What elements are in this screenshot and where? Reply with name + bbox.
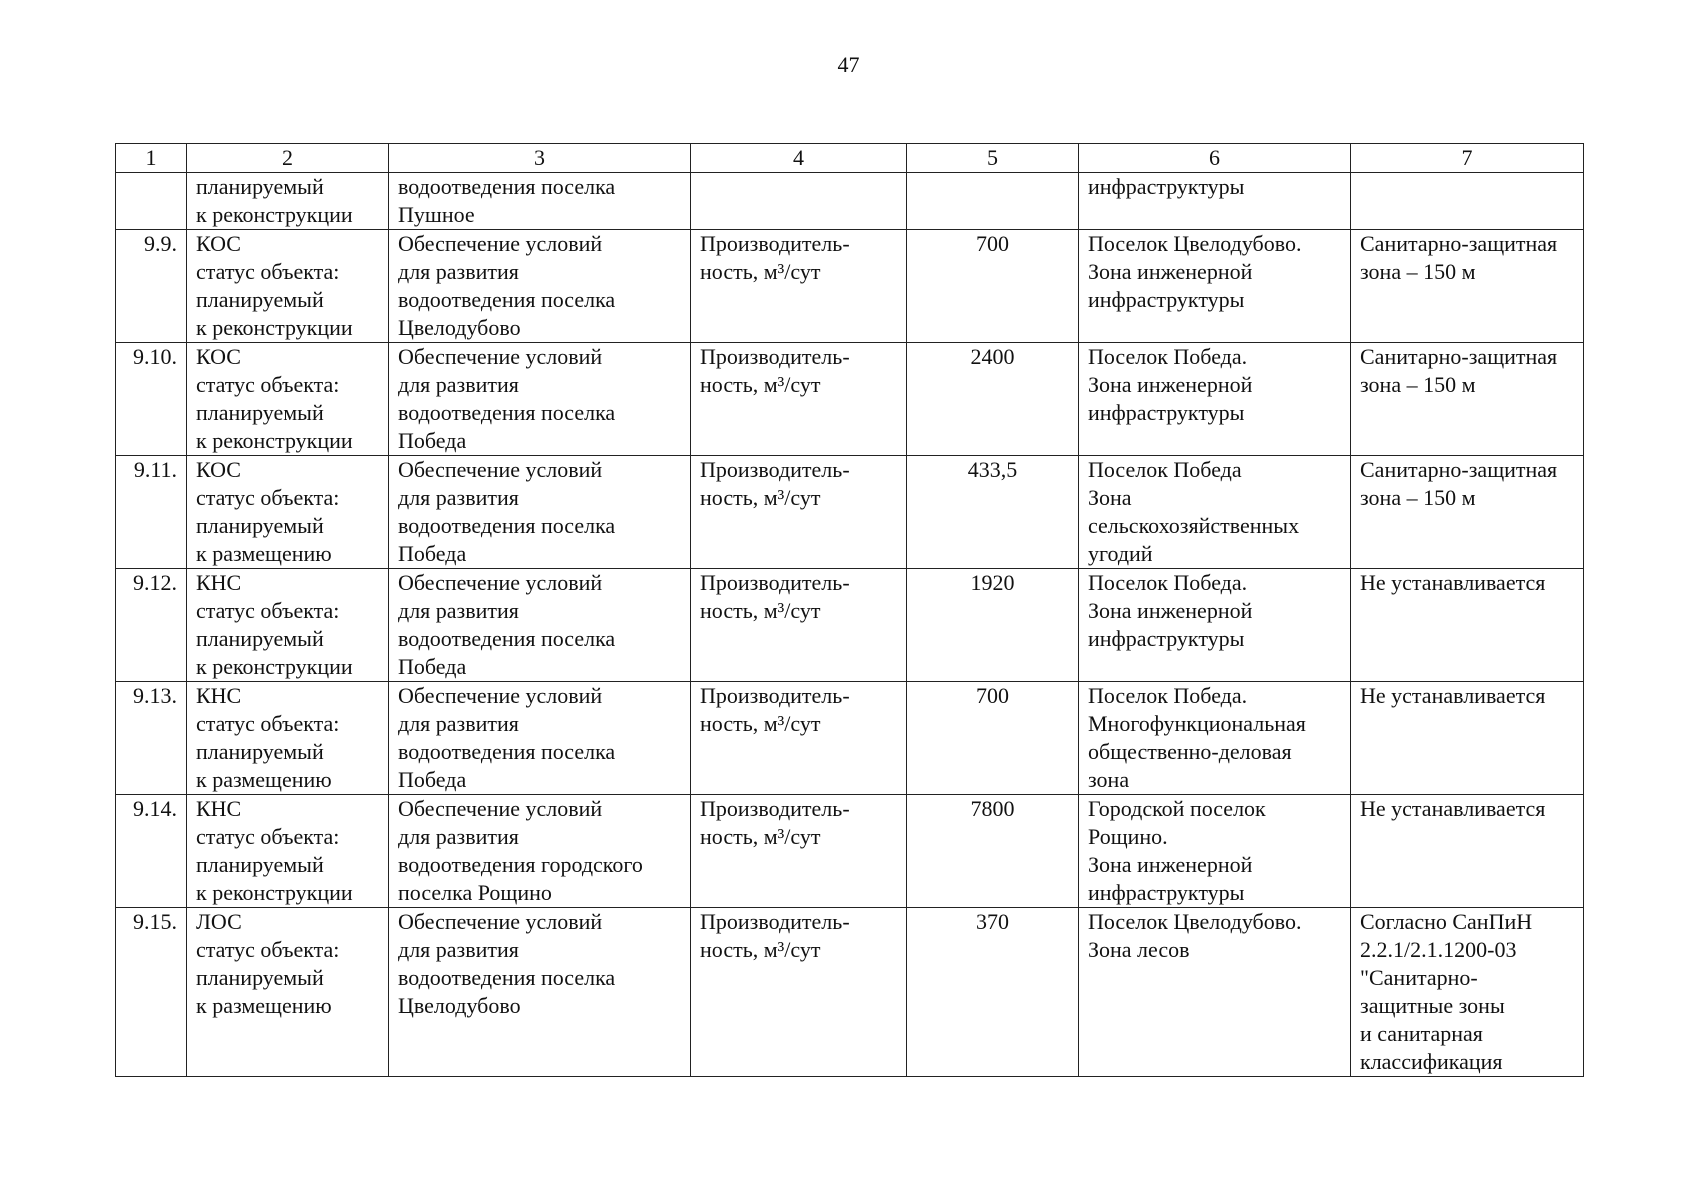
zone-cell: Согласно СанПиН 2.2.1/2.1.1200-03 "Санитарно- защитные зоны и санитарная классификация — [1351, 908, 1584, 1077]
table-row — [116, 908, 1584, 1077]
table-row — [116, 795, 1584, 908]
purpose-cell: водоотведения поселка Пушное — [389, 173, 691, 230]
location-cell: Поселок Цвелодубово. Зона инженерной инфраструктуры — [1079, 230, 1351, 343]
purpose-cell: Обеспечение условий для развития водоотведения поселка Цвелодубово — [389, 908, 691, 1077]
location-cell: Поселок Победа. Зона инженерной инфраструктуры — [1079, 343, 1351, 456]
document-table — [115, 143, 1584, 1077]
parameter-cell: Производитель- ность, м³/сут — [691, 908, 907, 1077]
zone-cell: Санитарно-защитная зона – 150 м — [1351, 456, 1584, 569]
table-row — [116, 456, 1584, 569]
location-cell: Поселок Цвелодубово. Зона лесов — [1079, 908, 1351, 1077]
table-row — [116, 682, 1584, 795]
row-number: 9.12. — [116, 569, 187, 682]
purpose-cell: Обеспечение условий для развития водоотведения поселка Цвелодубово — [389, 230, 691, 343]
value-cell — [907, 173, 1079, 230]
page-number: 47 — [837, 52, 860, 77]
object-cell: КОС статус объекта: планируемый к реконструкции — [187, 343, 389, 456]
zone-cell: Не устанавливается — [1351, 569, 1584, 682]
zone-cell: Санитарно-защитная зона – 150 м — [1351, 343, 1584, 456]
row-number: 9.15. — [116, 908, 187, 1077]
header-col-1: 1 — [116, 144, 187, 173]
row-number: 9.11. — [116, 456, 187, 569]
object-cell: КНС статус объекта: планируемый к реконструкции — [187, 569, 389, 682]
parameter-cell: Производитель- ность, м³/сут — [691, 682, 907, 795]
value-cell: 2400 — [907, 343, 1079, 456]
table-row — [116, 173, 1584, 230]
table-row — [116, 343, 1584, 456]
value-cell: 433,5 — [907, 456, 1079, 569]
table-header-row — [116, 144, 1584, 173]
purpose-cell: Обеспечение условий для развития водоотведения поселка Победа — [389, 343, 691, 456]
object-cell: КНС статус объекта: планируемый к размещению — [187, 682, 389, 795]
location-cell: Городской поселок Рощино. Зона инженерной инфраструктуры — [1079, 795, 1351, 908]
value-cell: 700 — [907, 230, 1079, 343]
zone-cell: Санитарно-защитная зона – 150 м — [1351, 230, 1584, 343]
row-number — [116, 173, 187, 230]
header-col-7: 7 — [1351, 144, 1584, 173]
parameter-cell: Производитель- ность, м³/сут — [691, 795, 907, 908]
location-cell: Поселок Победа. Многофункциональная общественно-деловая зона — [1079, 682, 1351, 795]
zone-cell: Не устанавливается — [1351, 682, 1584, 795]
purpose-cell: Обеспечение условий для развития водоотведения городского поселка Рощино — [389, 795, 691, 908]
table-row — [116, 230, 1584, 343]
value-cell: 370 — [907, 908, 1079, 1077]
parameter-cell: Производитель- ность, м³/сут — [691, 343, 907, 456]
object-cell: КНС статус объекта: планируемый к реконструкции — [187, 795, 389, 908]
parameter-cell: Производитель- ность, м³/сут — [691, 230, 907, 343]
parameter-cell: Производитель- ность, м³/сут — [691, 456, 907, 569]
zone-cell — [1351, 173, 1584, 230]
object-cell: планируемый к реконструкции — [187, 173, 389, 230]
object-cell: КОС статус объекта: планируемый к размещению — [187, 456, 389, 569]
location-cell: Поселок Победа. Зона инженерной инфраструктуры — [1079, 569, 1351, 682]
parameter-cell — [691, 173, 907, 230]
purpose-cell: Обеспечение условий для развития водоотведения поселка Победа — [389, 569, 691, 682]
row-number: 9.14. — [116, 795, 187, 908]
header-col-3: 3 — [389, 144, 691, 173]
header-col-6: 6 — [1079, 144, 1351, 173]
table-row — [116, 569, 1584, 682]
location-cell: Поселок Победа Зона сельскохозяйственных угодий — [1079, 456, 1351, 569]
value-cell: 1920 — [907, 569, 1079, 682]
zone-cell: Не устанавливается — [1351, 795, 1584, 908]
purpose-cell: Обеспечение условий для развития водоотведения поселка Победа — [389, 682, 691, 795]
header-col-5: 5 — [907, 144, 1079, 173]
value-cell: 7800 — [907, 795, 1079, 908]
row-number: 9.10. — [116, 343, 187, 456]
purpose-cell: Обеспечение условий для развития водоотведения поселка Победа — [389, 456, 691, 569]
location-cell: инфраструктуры — [1079, 173, 1351, 230]
parameter-cell: Производитель- ность, м³/сут — [691, 569, 907, 682]
row-number: 9.9. — [116, 230, 187, 343]
object-cell: ЛОС статус объекта: планируемый к размещению — [187, 908, 389, 1077]
header-col-4: 4 — [691, 144, 907, 173]
row-number: 9.13. — [116, 682, 187, 795]
header-col-2: 2 — [187, 144, 389, 173]
object-cell: КОС статус объекта: планируемый к реконструкции — [187, 230, 389, 343]
value-cell: 700 — [907, 682, 1079, 795]
